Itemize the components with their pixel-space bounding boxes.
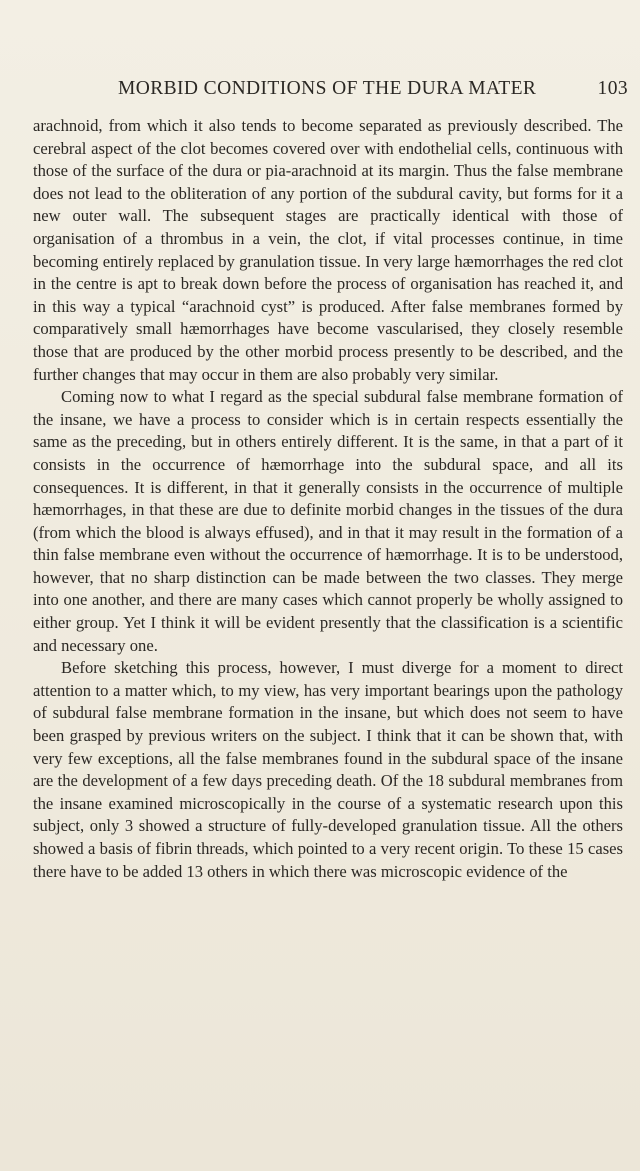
chapter-title: MORBID CONDITIONS OF THE DURA MATER	[118, 78, 537, 99]
page-number: 103	[597, 78, 628, 99]
running-head	[118, 78, 638, 100]
body-text	[33, 115, 623, 883]
paragraph: Before sketching this process, however, I must diverge for a moment to direct attention to a matter which, to my view, has very important bearings upon the pathology of subdural false membrane formation in the insane, but which does not seem to have been grasped by previous writers on the subject. I think that it can be shown that, with very few exceptions, all the false membranes found in the subdural space of the insane are the development of a few days preceding death. Of the 18 subdural membranes from the insane examined microscopically in the course of a systematic research upon this subject, only 3 showed a structure of fully-developed granulation tissue. All the others showed a basis of fibrin threads, which pointed to a very recent origin. To these 15 cases there have to be added 13 others in which there was microscopic evidence of the	[33, 658, 623, 881]
paragraph: Coming now to what I regard as the special subdural false membrane formation of the insane, we have a process to consider which is in certain respects essentially the same as the preceding, but in others entirely different. It is the same, in that a part of it consists in the occurrence of hæmorrhage into the subdural space, and all its consequences. It is different, in that it generally consists in the occurrence of multiple hæmorrhages, in that these are due to definite morbid changes in the tissues of the dura (from which the blood is always effused), and in that it may result in the formation of a thin false membrane even without the occurrence of hæmorrhage. It is to be understood, however, that no sharp distinction can be made between the two classes. They merge into one another, and there are many cases which cannot properly be wholly assigned to either group. Yet I think it will be evident presently that the classification is a scientific and necessary one.	[33, 387, 623, 655]
paragraph-continued: arachnoid, from which it also tends to become separated as previously described. The cerebral aspect of the clot becomes covered over with endothelial cells, continuous with those of the surface of the dura or pia-arachnoid at its margin. Thus the false membrane does not lead to the obliteration of any portion of the subdural cavity, but forms for it a new outer wall. The subsequent stages are practically identical with those of organisation of a thrombus in a vein, the clot, if vital processes continue, in time becoming entirely replaced by granulation tissue. In very large hæmorrhages the red clot in the centre is apt to break down before the process of organisation has reached it, and in this way a typical “arachnoid cyst” is produced. After false membranes formed by comparatively small hæmorrhages have become vascularised, they closely resemble those that are produced by the other morbid process presently to be described, and the further changes that may occur in them are also probably very similar.	[33, 116, 623, 384]
